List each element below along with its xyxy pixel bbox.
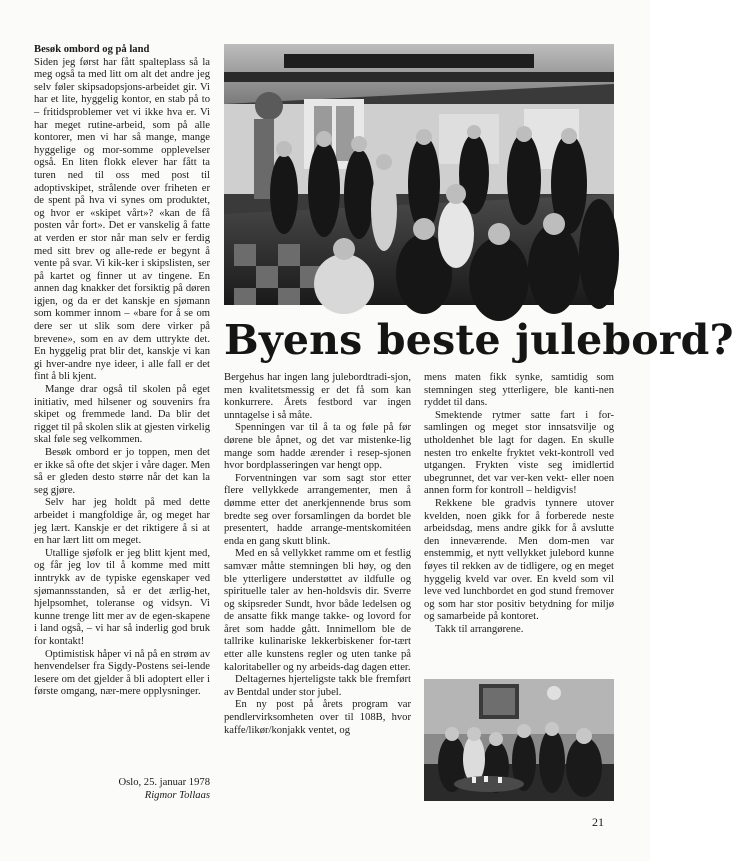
- left-paragraph: Besøk ombord er jo toppen, men det er ikke så ofte det skjer i våre dager. Men så er gleden desto større når det kan la seg gjøre.: [34, 447, 210, 496]
- left-paragraph: Mange drar også til skolen på eget initiativ, med hilsener og souvenirs fra skipet og fremmede land. Da blir det rigget til på skolen slik at gjesten virkelig skal føle seg velkommen.: [34, 384, 210, 446]
- left-paragraph: Optimistisk håper vi nå på en strøm av henvendelser fra Sigdy-Postens sei-lende lesere om det gjelder å bli adoptert eller i første omgang, nær-mere opplysninger.: [34, 648, 210, 698]
- lounge-photo-image: [424, 679, 614, 801]
- main-paragraph: Med en så vellykket ramme om et festlig samvær måtte stemningen bli høy, og den ble ytterligere understøttet av ildfulle og spirituelle taler av hen-holdsvis dir. Sverre og skipsreder Sundt, hvor både ledelsen og de ansatte fikk mange takke- og lovord for året som hadde gått. Innimellom ble de tallrike kulinariske lekkerbiskener for-tært etter alle kunstens regler og uten tanke på kaloritabeller og ny arbeids-dag dagen etter.: [224, 548, 411, 673]
- main-paragraph: Spenningen var til å ta og føle på før dørene ble åpnet, og det var mistenke-lig mange som hadde ærender i resep-sjonen hvor bordplasseringen var hengt opp.: [224, 422, 411, 472]
- main-paragraph: Bergehus har ingen lang julebordtradi-sjon, men kvalitetsmessig er det få som kan konkurrere. Årets festbord var ingen unntagelse i så måte.: [224, 372, 411, 421]
- party-photo-image: [224, 44, 614, 305]
- main-article-col-2: [424, 372, 614, 636]
- left-paragraph: Siden jeg først har fått spalteplass så la meg også ta med litt om alt det andre jeg selv føler skipsadopsjons-arbeidet gir. Vi har et lite, hyggelig kontor, en stab på to – fritidsproblemer vet vi ikke hva er. Vi har meget rutine-arbeid, som på alle kontorer, men vi har så mange, mange hyggelige og mor-somme opplevelser også. En liten flokk elever har fått ta turen ned til oss med post til adoptivskipet, strålende over friheten er de spent på hva vi synes om produktet, og hvor er «skipet vårt»? «kan de få posten vår fort». Det er vanskelig å fatte at verden er stor når man selv er ferdig med sitt brev og alle-rede er begynt å vente på svar. Vi kik-ker i skipslisten, ser på kartet og finner ut av tingene. En annen dag knakker det forsiktig på døren igjen, og da er det kanskje en sjømann som kommer innom – «bare for å se om dere ser ut slik som dere virker på brevene», som en av dem uttrykte det. En hyggelig prat blir det, kanskje vi kan gi hver-andre nye ideer, i alle fall er det fint å bli kjent.: [34, 56, 210, 383]
- page-number: 21: [592, 815, 604, 829]
- party-photo: [224, 44, 614, 305]
- left-article-heading: Besøk ombord og på land: [34, 44, 150, 55]
- main-paragraph: Deltagernes hjerteligste takk ble fremført av Bentdal under stor jubel.: [224, 674, 411, 698]
- main-paragraph: En ny post på årets program var pendlervirksomheten over til 108B, hvor kaffe/likør/konjakk ventet, og: [224, 699, 411, 736]
- lounge-photo: [424, 679, 614, 801]
- main-paragraph: Smektende rytmer satte fart i for-samlingen og meget stor innsatsvilje og utholdenhet ble lagt for dagen. En skulle nesten tro enkelte fryktet vekt-kontroll ved utgangen. Frykten viste seg imidlertid ubegrunnet, det var ver-ken vekt- eller noen annen form for kontroll – heldigvis!: [424, 409, 614, 497]
- left-article: [34, 44, 210, 699]
- headline: Byens beste julebord?: [224, 316, 734, 364]
- main-paragraph: Rekkene ble gradvis tynnere utover kvelden, noen gikk for å forberede neste arbeidsdag, mens andre gikk for å avslutte den inneværende. Men dom-men var enstemmig, et nytt vellykket julebord kunne føyes til rekken av de tidligere, og en meget hyggelig kveld var over. En kveld som vil leve ved lunchbordet en god stund fremover og som har stor positiv betydning for miljø og samarbeide på kontoret.: [424, 497, 614, 623]
- signature-place-date: Oslo, 25. januar 1978: [118, 777, 210, 788]
- main-article-col-1: [224, 372, 411, 737]
- main-paragraph: Forventningen var som sagt stor etter flere vellykkede arrangementer, men å dømme etter det anerkjennende brus som bredte seg over forsamlingen da bordet ble presentert, hadde arrange-mentskomitéen enda en gang skutt blink.: [224, 472, 411, 547]
- main-paragraph: Takk til arrangørene.: [435, 623, 524, 635]
- main-paragraph: mens maten fikk synke, samtidig som stemningen steg ytterligere, ble kanti-nen ryddet til dans.: [424, 372, 614, 409]
- left-paragraph: Selv har jeg holdt på med dette arbeidet i mangfoldige år, og meget har jeg lært. Kanskje er det riktigere å si at en har lært litt om meget.: [34, 497, 210, 547]
- signature: [34, 776, 210, 802]
- left-paragraph: Utallige sjøfolk er jeg blitt kjent med, og får jeg lov til å komme med mitt inntrykk av de typiske egenskaper ved sjømannsstanden, så er det ærlig-het, hjelpsomhet, toleranse og vidsyn. Vi kunne trenge litt mer av de egen-skapene i land også, – vi har så inderlig god bruk for kontakt!: [34, 547, 210, 647]
- signature-author: Rigmor Tollaas: [144, 790, 210, 801]
